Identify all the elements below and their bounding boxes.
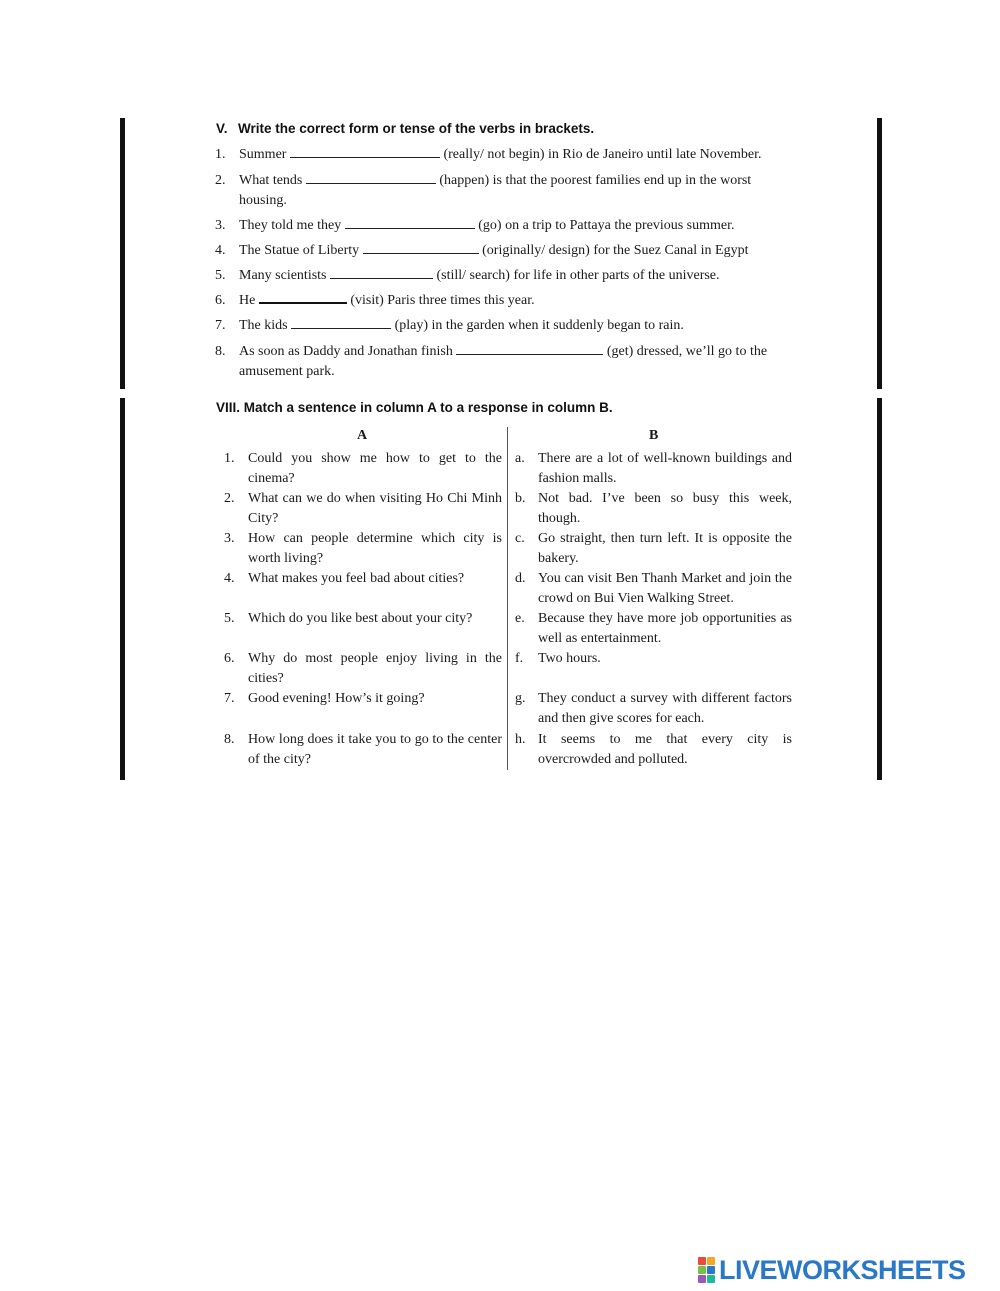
logo-tile bbox=[707, 1275, 715, 1283]
question-4: 4. The Statue of Liberty (originally/ design) for the Suez Canal in Egypt bbox=[215, 243, 749, 258]
answer-blank-6[interactable] bbox=[259, 291, 347, 304]
logo-tile bbox=[707, 1257, 715, 1265]
answer-blank-8[interactable] bbox=[456, 343, 603, 355]
answer-blank-5[interactable] bbox=[330, 267, 433, 279]
column-a-header: A bbox=[357, 428, 368, 443]
question-1: 1. Summer (really/ not begin) in Rio de Janeiro until late November. bbox=[215, 147, 762, 162]
question-2: 2. What tends (happen) is that the poorest families end up in the worst housing. bbox=[215, 173, 752, 208]
answer-blank-3[interactable] bbox=[345, 217, 475, 229]
liveworksheets-logo bbox=[698, 1255, 966, 1285]
liveworksheets-wordmark: LIVEWORKSHEETS bbox=[719, 1254, 966, 1285]
logo-tile bbox=[698, 1266, 706, 1274]
question-8: 8. As soon as Daddy and Jonathan finish (get) dressed, we’ll go to the amusement park. bbox=[215, 344, 768, 379]
right-frame-bar-top bbox=[877, 118, 882, 389]
question-7: 7. The kids (play) in the garden when it suddenly began to rain. bbox=[215, 318, 684, 333]
column-b-header: B bbox=[649, 428, 659, 443]
question-6: 6. He (visit) Paris three times this year. bbox=[215, 293, 535, 308]
left-frame-bar-top bbox=[120, 118, 125, 389]
logo-tile bbox=[698, 1257, 706, 1265]
left-frame-bar-bottom bbox=[120, 398, 125, 780]
section-viii-number: VIII. bbox=[216, 400, 241, 415]
column-divider bbox=[507, 427, 508, 770]
answer-blank-4[interactable] bbox=[363, 242, 479, 254]
answer-blank-2[interactable] bbox=[306, 172, 436, 184]
section-v-number: V. bbox=[216, 121, 228, 136]
question-5: 5. Many scientists (still/ search) for life in other parts of the universe. bbox=[215, 268, 720, 283]
answer-blank-7[interactable] bbox=[291, 317, 391, 329]
section-v-heading bbox=[216, 121, 594, 136]
liveworksheets-logo-icon bbox=[698, 1257, 715, 1283]
logo-tile bbox=[707, 1266, 715, 1274]
answer-blank-1[interactable] bbox=[290, 146, 440, 158]
section-v-title: Write the correct form or tense of the verbs in brackets. bbox=[238, 121, 595, 136]
section-viii-heading bbox=[216, 400, 613, 415]
question-3: 3. They told me they (go) on a trip to Pattaya the previous summer. bbox=[215, 218, 735, 233]
section-viii-title: Match a sentence in column A to a response in column B. bbox=[243, 400, 613, 415]
logo-tile bbox=[698, 1275, 706, 1283]
right-frame-bar-bottom bbox=[877, 398, 882, 780]
